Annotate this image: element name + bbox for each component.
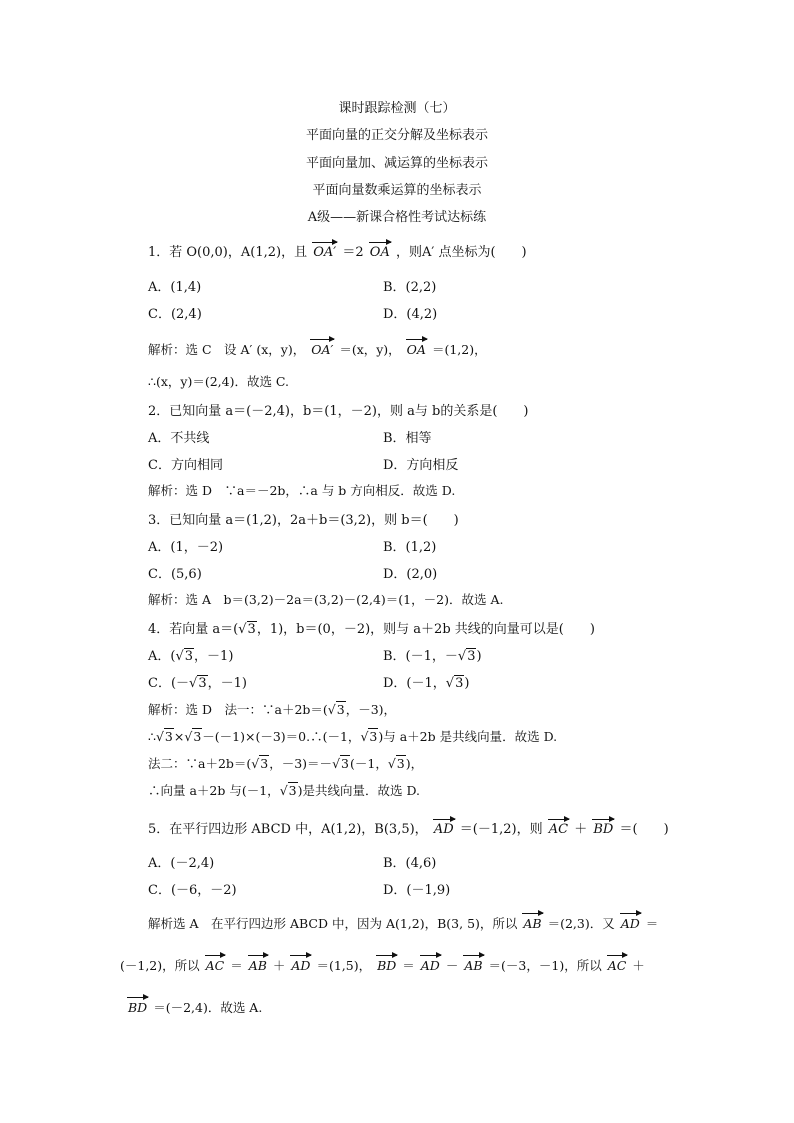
q4-analysis-line-3: 法二：∵a＋2b＝(√3，－3)＝－√3(－1，√3)， <box>148 756 424 771</box>
vector-bd: BD <box>593 822 614 837</box>
question-1-stem <box>148 241 527 260</box>
q4-ana1-sqrt: 3 <box>336 702 345 717</box>
q4-d-text: D．(－1， <box>383 676 446 691</box>
q4-ana2-a: ∴ <box>148 729 156 744</box>
q4-option-b: B．(－1，－√3) <box>383 649 482 664</box>
q4-ana3-sqrt-3: 3 <box>396 756 405 771</box>
section-heading: A级——新课合格性考试达标练 <box>307 210 487 225</box>
q4-ana2-sqrt-3: 3 <box>369 729 378 744</box>
q4-analysis-line-1: 解析：选 D 法一：∵a＋2b＝(√3，－3)， <box>148 702 397 717</box>
q2-option-c: C．方向相同 <box>148 458 223 473</box>
q4-option-a: A．(√3，－1) <box>148 649 234 664</box>
q1-text-c: ，则A′ 点坐标为( ) <box>395 245 527 260</box>
q4-d-text-2: ) <box>464 676 470 691</box>
q5-ana2-vec-ac-2: AC <box>607 958 627 973</box>
q2-option-d: D．方向相反 <box>383 458 459 473</box>
q5-ana2-vec-ac: AC <box>205 958 225 973</box>
vector-ad: AD <box>433 822 454 837</box>
q1-ana-c: ＝(1,2)， <box>431 342 487 357</box>
q1-ana-a: 解析：选 C 设 A′ (x，y)， <box>148 342 306 357</box>
q4-c-sqrt: 3 <box>198 676 207 691</box>
q5-ana3-vec-bd: BD <box>128 1000 148 1015</box>
q5-option-a: A．(－2,4) <box>148 856 215 871</box>
q5-ana1-c: ＝ <box>645 916 659 931</box>
title-line-1: 课时跟踪检测（七） <box>338 101 456 116</box>
q5-ana2-a: (－1,2)，所以 <box>120 958 200 973</box>
q4-ana2-sqrt-2: 3 <box>193 729 202 744</box>
q5-analysis-line-3 <box>126 998 262 1016</box>
q5-text-a: 5．在平行四边形 ABCD 中，A(1,2)，B(3,5)， <box>148 822 428 837</box>
q4-ana2-b: × <box>173 729 185 744</box>
q5-ana2-g: ＝(－3，－1)，所以 <box>488 958 602 973</box>
title-line-3: 平面向量加、减运算的坐标表示 <box>305 156 488 171</box>
q4-d-sqrt: 3 <box>455 676 464 691</box>
q4-a-text: A．( <box>148 649 176 664</box>
q4-text-b: ，1)，b＝(0，－2)，则与 a＋2b 共线的向量可以是( ) <box>256 622 595 637</box>
q4-ana1-a: 解析：选 D 法一：∵a＋2b＝( <box>148 702 328 717</box>
q4-ana3-d: )， <box>405 756 424 771</box>
vector-oa: OA <box>369 245 390 260</box>
q2-analysis: 解析：选 D ∵a＝－2b，∴a 与 b 方向相反．故选 D. <box>148 483 456 498</box>
q5-plus: ＋ <box>574 822 588 837</box>
question-3-stem: 3．已知向量 a＝(1,2)，2a＋b＝(3,2)，则 b＝( ) <box>148 513 459 528</box>
q4-text-a: 4．若向量 a＝( <box>148 622 239 637</box>
q3-option-d: D．(2,0) <box>383 567 438 582</box>
q5-ana2-vec-ab-2: AB <box>464 958 483 973</box>
question-2-stem: 2．已知向量 a＝(－2,4)，b＝(1，－2)，则 a与 b的关系是( ) <box>148 404 529 419</box>
q4-analysis-line-4: ∴向量 a＋2b 与(－1，√3)是共线向量．故选 D. <box>148 783 421 798</box>
q5-ana1-vec-ab: AB <box>523 916 542 931</box>
q1-text-b: ＝2 <box>342 245 364 260</box>
q4-b-sqrt: 3 <box>467 649 476 664</box>
q5-ana2-e: ＝ <box>402 958 415 973</box>
q4-ana4-sqrt: 3 <box>288 783 297 798</box>
q5-ana2-f: － <box>445 958 459 973</box>
q5-ana2-vec-ad: AD <box>291 958 311 973</box>
q1-text-a: 1．若 O(0,0)，A(1,2)，且 <box>148 245 308 260</box>
q1-analysis-line-2: ∴(x，y)＝(2,4)．故选 C. <box>148 374 290 389</box>
q1-ana-b: ＝(x，y)， <box>339 342 401 357</box>
q3-option-c: C．(5,6) <box>148 567 202 582</box>
q4-ana3-b: ，－3)＝－ <box>269 756 333 771</box>
q3-option-b: B．(1,2) <box>383 540 437 555</box>
q5-ana2-h: ＋ <box>632 958 645 973</box>
q1-ana-vec-1: OA′ <box>311 342 334 357</box>
question-4-stem: 4．若向量 a＝(√3，1)，b＝(0，－2)，则与 a＋2b 共线的向量可以是( ) <box>148 622 595 637</box>
q4-ana3-sqrt-1: 3 <box>260 756 269 771</box>
q4-ana3-c: (－1， <box>349 756 388 771</box>
q4-ana1-b: ，－3)， <box>345 702 397 717</box>
q4-c-text-2: ，－1) <box>207 676 247 691</box>
vector-oa-prime: OA′ <box>313 245 337 260</box>
vector-ac: AC <box>548 822 569 837</box>
q5-ana2-vec-ab: AB <box>248 958 267 973</box>
q1-analysis-line-1 <box>148 340 487 358</box>
q4-ana2-d: )与 a＋2b 是共线向量．故选 D. <box>378 729 558 744</box>
q4-b-text-2: ) <box>476 649 482 664</box>
q4-sqrt: 3 <box>247 622 256 637</box>
q5-ana3-a: ＝(－2,4)．故选 A. <box>153 1000 263 1015</box>
q4-option-d: D．(－1，√3) <box>383 676 470 691</box>
q5-ana1-a: 解析选 A 在平行四边形 ABCD 中，因为 A(1,2)，B(3, 5)，所以 <box>148 916 518 931</box>
q4-ana2-c: －(－1)×(－3)＝0.∴(－1， <box>202 729 361 744</box>
q3-option-a: A．(1，－2) <box>148 540 224 555</box>
q4-ana4-a: ∴向量 a＋2b 与(－1， <box>148 783 280 798</box>
q2-option-a: A．不共线 <box>148 431 210 446</box>
q5-option-d: D．(－1,9) <box>383 883 451 898</box>
q1-ana-vec-2: OA <box>406 342 426 357</box>
q5-ana2-vec-ad-2: AD <box>420 958 440 973</box>
q4-ana4-b: )是共线向量．故选 D. <box>297 783 421 798</box>
q1-option-d: D．(4,2) <box>383 307 438 322</box>
q5-analysis-line-1 <box>148 914 658 932</box>
q1-option-c: C．(2,4) <box>148 307 202 322</box>
q5-option-c: C．(－6，－2) <box>148 883 237 898</box>
q5-text-c: ＝( ) <box>619 822 669 837</box>
question-5-stem <box>148 818 669 837</box>
q5-ana2-vec-bd: BD <box>377 958 397 973</box>
q5-option-b: B．(4,6) <box>383 856 437 871</box>
q2-option-b: B．相等 <box>383 431 432 446</box>
q1-option-a: A．(1,4) <box>148 280 202 295</box>
q5-ana2-b: ＝ <box>230 958 243 973</box>
q5-text-b: ＝(－1,2)，则 <box>459 822 543 837</box>
q3-analysis: 解析：选 A b＝(3,2)－2a＝(3,2)－(2,4)＝(1，－2)．故选 A. <box>148 592 504 607</box>
q5-ana2-c: ＋ <box>272 958 286 973</box>
title-line-4: 平面向量数乘运算的坐标表示 <box>312 183 482 198</box>
q1-option-b: B．(2,2) <box>383 280 437 295</box>
q4-ana3-a: 法二：∵a＋2b＝( <box>148 756 252 771</box>
q4-c-text: C．(－ <box>148 676 190 691</box>
title-line-2: 平面向量的正交分解及坐标表示 <box>305 128 488 143</box>
q4-analysis-line-2: ∴√3×√3－(－1)×(－3)＝0.∴(－1，√3)与 a＋2b 是共线向量．故选 D. <box>148 729 558 744</box>
q4-ana3-sqrt-2: 3 <box>341 756 349 771</box>
q4-b-text: B．(－1，－ <box>383 649 458 664</box>
q4-a-text-2: ，－1) <box>194 649 234 664</box>
q4-ana2-sqrt-1: 3 <box>164 729 173 744</box>
q5-ana1-vec-ad: AD <box>620 916 640 931</box>
q5-analysis-line-2 <box>120 956 645 974</box>
q4-option-c: C．(－√3，－1) <box>148 676 247 691</box>
q4-a-sqrt: 3 <box>184 649 194 664</box>
q5-ana2-d: ＝(1,5)， <box>316 958 372 973</box>
q5-ana1-b: ＝(2,3)．又 <box>547 916 615 931</box>
